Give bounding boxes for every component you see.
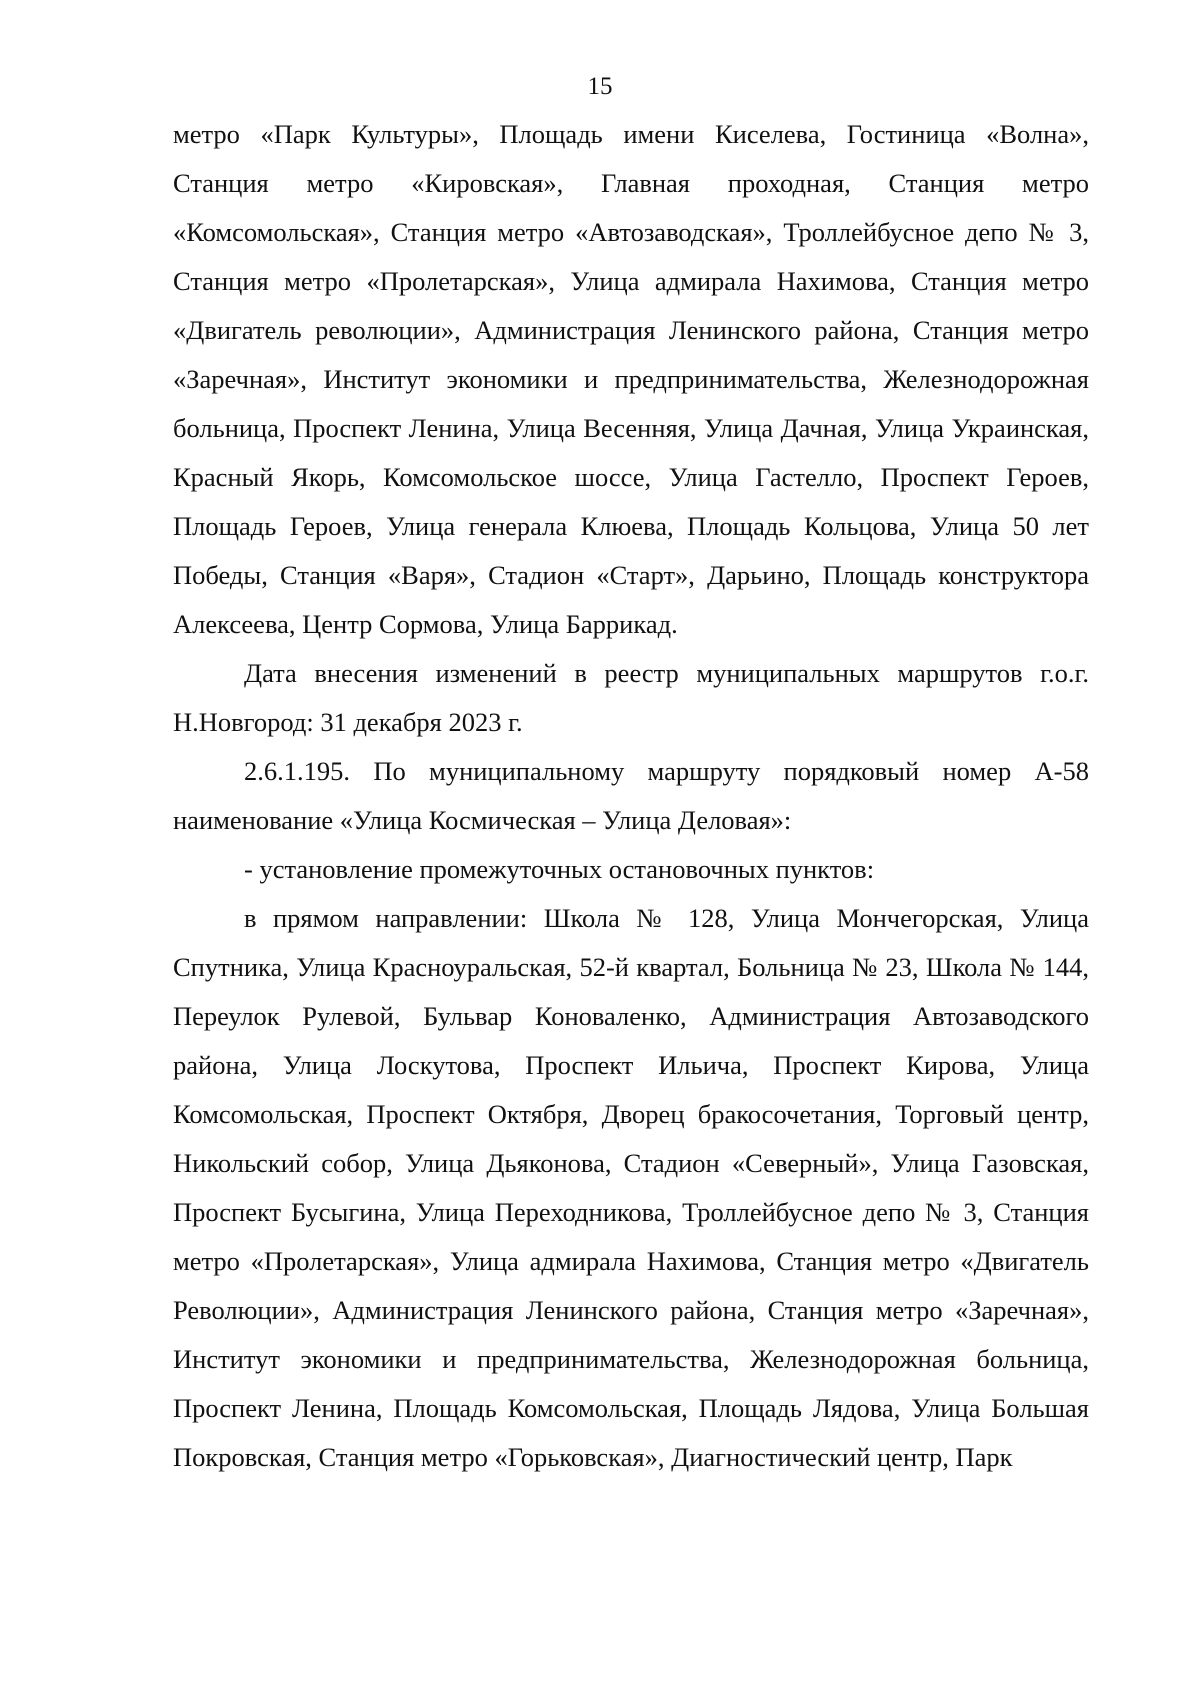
paragraph-registry-date: Дата внесения изменений в реестр муниципальных маршрутов г.о.г. Н.Новгород: 31 декабря 2023 г.	[173, 658, 1089, 737]
paragraph-stops-continuation: метро «Парк Культуры», Площадь имени Киселева, Гостиница «Волна», Станция метро «Кировская», Главная проходная, Станция метро «Комсомольская», Станция метро «Автозаводская», Троллейбусное депо № 3, Станция метро «Пролетарская», Улица адмирала Нахимова, Станция метро «Двигатель революции», Администрация Ленинского района, Станция метро «Заречная», Институт экономики и предпринимательства, Железнодорожная больница, Проспект Ленина, Улица Весенняя, Улица Дачная, Улица Украинская, Красный Якорь, Комсомольское шоссе, Улица Гастелло, Проспект Героев, Площадь Героев, Улица генерала Клюева, Площадь Кольцова, Улица 50 лет Победы, Станция «Варя», Стадион «Старт», Дарьино, Площадь конструктора Алексеева, Центр Сормова, Улица Баррикад.	[173, 119, 1089, 639]
document-body	[173, 110, 1089, 1482]
paragraph-forward-direction-stops: в прямом направлении: Школа № 128, Улица Мончегорская, Улица Спутника, Улица Красноуральская, 52-й квартал, Больница № 23, Школа № 144, Переулок Рулевой, Бульвар Коноваленко, Администрация Автозаводского района, Улица Лоскутова, Проспект Ильича, Проспект Кирова, Улица Комсомольская, Проспект Октября, Дворец бракосочетания, Торговый центр, Никольский собор, Улица Дьяконова, Стадион «Северный», Улица Газовская, Проспект Бусыгина, Улица Переходникова, Троллейбусное депо № 3, Станция метро «Пролетарская», Улица адмирала Нахимова, Станция метро «Двигатель Революции», Администрация Ленинского района, Станция метро «Заречная», Институт экономики и предпринимательства, Железнодорожная больница, Проспект Ленина, Площадь Комсомольская, Площадь Лядова, Улица Большая Покровская, Станция метро «Горьковская», Диагностический центр, Парк	[173, 903, 1089, 1472]
paragraph-route-a58-heading: 2.6.1.195. По муниципальному маршруту порядковый номер А-58 наименование «Улица Космическая – Улица Деловая»:	[173, 756, 1089, 835]
paragraph-intermediate-stops-item: - установление промежуточных остановочных пунктов:	[244, 854, 875, 884]
page-number: 15	[587, 73, 613, 100]
